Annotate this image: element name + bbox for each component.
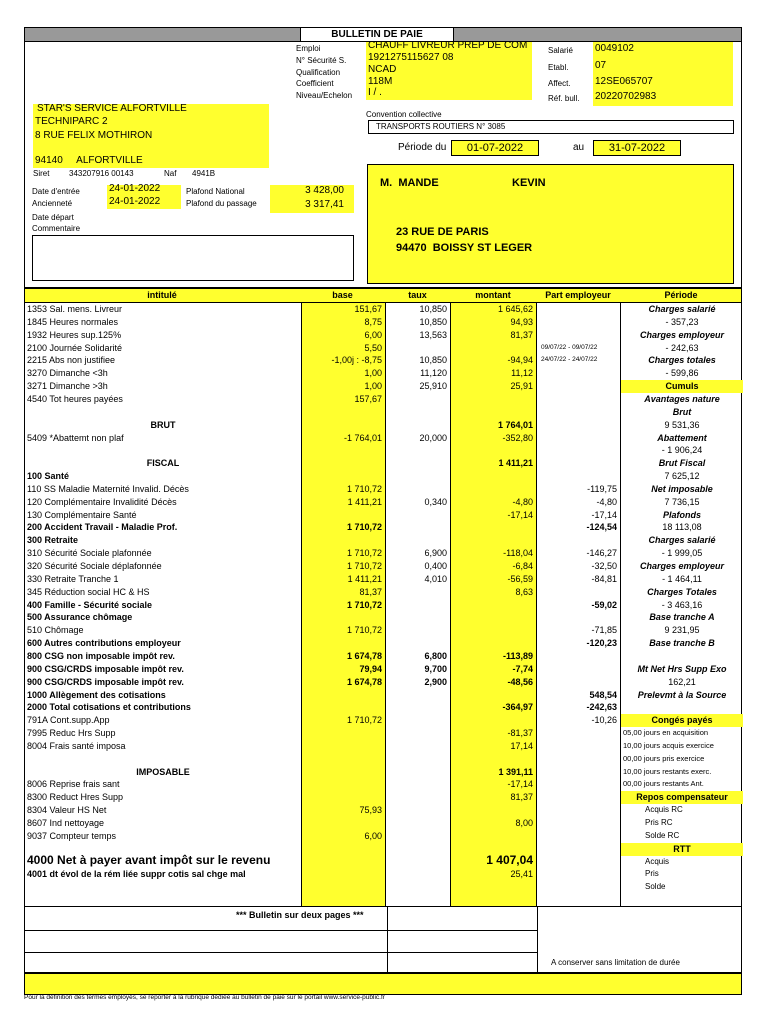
- col-intitule-header: intitulé: [147, 290, 177, 300]
- line-base: 1 710,72: [346, 548, 382, 559]
- line-taux: 10,850: [419, 355, 447, 366]
- table-row: [25, 778, 621, 791]
- line-label: 310 Sécurité Sociale plafonnée: [27, 548, 152, 559]
- line-label: 2215 Abs non justifiee: [27, 355, 116, 366]
- col-part-header: Part employeur: [545, 290, 611, 300]
- affect-value: 12SE065707: [595, 76, 653, 87]
- line-taux: 6,900: [424, 548, 447, 559]
- anc-label: Ancienneté: [32, 199, 73, 208]
- line-label: BRUT: [150, 419, 176, 430]
- line-part: -242,63: [586, 702, 617, 713]
- line-base: 79,94: [359, 663, 382, 674]
- line-taux: 13,563: [419, 329, 447, 340]
- cumul-value: 7 625,12: [664, 471, 700, 482]
- line-label: 8304 Valeur HS Net: [27, 805, 107, 816]
- line-base: 6,00: [364, 329, 382, 340]
- line-base: 75,93: [359, 805, 382, 816]
- line-label: 120 Complémentaire Invalidité Décès: [27, 496, 177, 507]
- col-taux-header: taux: [408, 290, 427, 300]
- rtt-header: RTT: [621, 843, 743, 856]
- line-montant: -7,74: [512, 663, 533, 674]
- line-label: 100 Santé: [27, 471, 70, 482]
- line-taux: 0,400: [424, 561, 447, 571]
- line-montant: 11,12: [511, 368, 533, 379]
- line-label: 200 Accident Travail - Maladie Prof.: [27, 522, 178, 533]
- employee-city: 94470 BOISSY ST LEGER: [396, 242, 533, 254]
- line-label: 600 Autres contributions employeur: [27, 638, 181, 649]
- employee-addr: 23 RUE DE PARIS: [396, 226, 489, 238]
- line-label: 3271 Dimanche >3h: [27, 381, 108, 392]
- line-base: 8,75: [364, 316, 382, 327]
- line-label: 345 Réduction social HC & HS: [27, 586, 150, 597]
- line-base: 1 710,72: [346, 483, 382, 494]
- table-row: [25, 560, 621, 573]
- table-row: [25, 303, 621, 316]
- qualif-label: Qualification: [296, 68, 341, 77]
- line-base: 1 674,78: [346, 676, 382, 687]
- line-base: -1,00j : -8,75: [331, 355, 382, 366]
- net-evol-value: 25,41: [510, 869, 533, 879]
- table-row: [25, 611, 621, 624]
- table-row: [25, 637, 621, 650]
- conges-header: Congés payés: [621, 714, 743, 727]
- line-label: 1353 Sal. mens. Livreur: [27, 304, 123, 314]
- comment-box: [32, 235, 354, 281]
- line-label: 3270 Dimanche <3h: [27, 368, 108, 379]
- ref-label: Réf. bull.: [548, 94, 580, 103]
- table-row: [25, 714, 621, 727]
- qualif-value: NCAD: [368, 64, 397, 75]
- line-label: 2000 Total cotisations et contributions: [27, 702, 191, 713]
- table-row: [25, 753, 621, 766]
- coef-label: Coefficient: [296, 79, 334, 88]
- line-label: 4540 Tot heures payées: [27, 393, 123, 404]
- table-row: [25, 830, 621, 843]
- table-row: [25, 689, 621, 702]
- line-base: 1,00: [364, 368, 382, 379]
- table-row: [25, 419, 621, 432]
- line-base: 157,67: [354, 393, 382, 404]
- table-row: [25, 393, 621, 406]
- line-base: 1 411,21: [347, 573, 382, 584]
- table-row: [25, 329, 621, 342]
- cumul-value: 162,21: [668, 676, 696, 687]
- cumul-label: Net imposable: [651, 483, 713, 494]
- conges-item: 10,00 jours restants exerc.: [623, 766, 712, 776]
- line-taux: 10,850: [419, 304, 447, 314]
- table-row: [25, 599, 621, 612]
- table-row: [25, 457, 621, 470]
- line-label: 1845 Heures normales: [27, 316, 119, 327]
- entree-value: 24-01-2022: [109, 183, 161, 194]
- line-montant: 8,00: [515, 818, 533, 828]
- line-taux: 20,000: [419, 432, 447, 443]
- lines-container: [25, 303, 621, 863]
- rtt-item: Solde: [645, 882, 666, 892]
- footer-divider-h1: [24, 930, 537, 931]
- table-row: [25, 367, 621, 380]
- cumul-value: 7 736,15: [664, 496, 700, 507]
- line-label: 500 Assurance chômage: [27, 612, 133, 623]
- line-base: 1,00: [364, 381, 382, 392]
- line-montant: 1 391,11: [498, 766, 533, 777]
- pn-value: 3 428,00: [305, 185, 344, 196]
- col-montant-header: montant: [475, 290, 511, 300]
- line-base: -1 764,01: [343, 432, 382, 443]
- pp-label: Plafond du passage: [186, 199, 257, 208]
- line-base: 151,67: [354, 304, 382, 314]
- line-label: 400 Famille - Sécurité sociale: [27, 599, 153, 610]
- net-label: 4000 Net à payer avant impôt sur le revenu: [27, 853, 271, 867]
- cumuls-header: Cumuls: [621, 380, 743, 393]
- table-row: [25, 727, 621, 740]
- cumul-label: Abattement: [657, 432, 707, 443]
- conges-item: 05,00 jours en acquisition: [623, 728, 709, 738]
- conges-item: 00,00 jours restants Ant.: [623, 779, 704, 789]
- cumul-label: Brut: [672, 406, 692, 417]
- line-label: 300 Retraite: [27, 535, 79, 546]
- repos-item: Solde RC: [645, 830, 680, 840]
- line-label: 1000 Allègement des cotisations: [27, 689, 166, 700]
- line-montant: -17,14: [507, 779, 533, 790]
- cumul-value: [621, 650, 743, 663]
- periode-value: - 242,63: [665, 342, 699, 353]
- rtt-item: Acquis: [645, 856, 670, 866]
- repos-header: Repos compensateur: [621, 791, 743, 804]
- periode-label: Charges totales: [648, 355, 716, 366]
- line-label: 9037 Compteur temps: [27, 830, 117, 841]
- line-label: 8004 Frais santé imposa: [27, 740, 126, 751]
- line-part: -10,26: [591, 715, 617, 726]
- periode-du-value: 01-07-2022: [451, 140, 539, 156]
- line-part: -59,02: [591, 599, 617, 610]
- rtt-item: Pris: [645, 869, 659, 879]
- cumul-label: Plafonds: [662, 509, 701, 520]
- footer-legal-note: Pour la définition des termes employés, se reporter à la rubrique dédiée au bulletin de paie sur le portail www.service-public.fr: [24, 994, 385, 1001]
- conserver-note: A conserver sans limitation de durée: [551, 958, 680, 967]
- line-montant: -113,89: [502, 650, 533, 661]
- line-part: -124,54: [586, 522, 617, 533]
- table-row: [25, 534, 621, 547]
- line-part: 548,54: [589, 689, 617, 700]
- periode-label: Charges salarié: [648, 304, 716, 314]
- line-montant: -364,97: [502, 702, 533, 713]
- line-montant: 17,14: [510, 740, 533, 751]
- employer-name: STAR'S SERVICE ALFORTVILLE: [37, 103, 187, 114]
- affect-label: Affect.: [548, 79, 571, 88]
- table-row: [25, 624, 621, 637]
- table-row: [25, 650, 621, 663]
- naf-label: Naf: [164, 169, 177, 178]
- line-label: 900 CSG/CRDS imposable impôt rev.: [27, 676, 184, 687]
- depart-label: Date départ: [32, 213, 74, 222]
- siret-label: Siret: [33, 169, 50, 178]
- col-periode-header: Période: [664, 290, 698, 300]
- secu-value: 1921275115627 08: [368, 52, 454, 63]
- line-base: 6,00: [364, 830, 382, 841]
- periode-column: [621, 303, 743, 907]
- line-part: -17,14: [591, 509, 617, 520]
- employee-firstname: KEVIN: [512, 177, 546, 189]
- table-body: [24, 303, 742, 907]
- table-row: [25, 766, 621, 779]
- emploi-label: Emploi: [296, 44, 321, 53]
- line-part: -32,50: [591, 561, 617, 571]
- table-row: [25, 740, 621, 753]
- cumul-label: Brut Fiscal: [658, 458, 706, 469]
- line-label: 791A Cont.supp.App: [27, 715, 110, 726]
- employee-name: M. MANDE: [380, 177, 439, 189]
- table-row: [25, 701, 621, 714]
- line-montant: -94,94: [507, 355, 533, 366]
- cumul-value: - 1 464,11: [662, 573, 702, 584]
- line-part: -120,23: [586, 638, 617, 649]
- employer-addr2: 8 RUE FELIX MOTHIRON: [35, 130, 153, 141]
- cumul-label: Charges employeur: [639, 561, 725, 571]
- line-part: -146,27: [586, 548, 617, 559]
- table-row: [25, 817, 621, 830]
- footer-divider-v2: [537, 907, 538, 973]
- line-montant: -6,84: [512, 561, 533, 571]
- employer-addr1: TECHNIPARC 2: [35, 116, 108, 127]
- cumul-value: - 1 999,05: [661, 548, 703, 559]
- table-row: [25, 663, 621, 676]
- ref-value: 20220702983: [595, 91, 657, 102]
- line-montant: -352,80: [502, 432, 533, 443]
- table-row: [25, 316, 621, 329]
- coef-value: 118M: [368, 76, 393, 87]
- cumul-value: 18 113,08: [662, 522, 702, 533]
- etabl-value: 07: [595, 60, 607, 71]
- line-montant: 1 764,01: [497, 419, 533, 430]
- line-montant: 81,37: [510, 329, 533, 340]
- line-label: 900 CSG/CRDS imposable impôt rev.: [27, 663, 184, 674]
- table-row: [25, 586, 621, 599]
- line-taux: 10,850: [419, 316, 447, 327]
- line-label: 110 SS Maladie Maternité Invalid. Décès: [27, 483, 189, 494]
- line-base: 1 710,72: [346, 599, 382, 610]
- repos-item: Pris RC: [645, 818, 673, 827]
- table-row: [25, 521, 621, 534]
- convention-value: TRANSPORTS ROUTIERS N° 3085: [376, 122, 506, 131]
- table-row: [25, 573, 621, 586]
- comment-label: Commentaire: [32, 224, 81, 233]
- line-taux: 25,910: [419, 381, 447, 392]
- line-label: 510 Chômage: [27, 625, 84, 636]
- net-value: 1 407,04: [486, 853, 533, 867]
- secu-label: N° Sécurité S.: [296, 56, 347, 65]
- periode-du-label: Période du: [398, 142, 447, 153]
- table-row: [25, 380, 621, 393]
- conges-item: 00,00 jours pris exercice: [623, 753, 705, 763]
- cumul-label: Avantages nature: [644, 393, 720, 404]
- line-part: -4,80: [596, 496, 617, 507]
- line-montant: -118,04: [503, 548, 533, 559]
- table-row: [25, 406, 621, 419]
- naf-value: 4941B: [192, 169, 216, 178]
- table-row: [25, 444, 621, 457]
- repos-item: Acquis RC: [645, 805, 683, 815]
- line-montant: 8,63: [515, 586, 533, 597]
- cumul-value: - 3 463,16: [661, 599, 703, 610]
- line-part: -71,85: [591, 625, 617, 636]
- line-base: 5,50: [364, 342, 382, 353]
- line-montant: -17,14: [507, 509, 533, 520]
- cumul-value: - 1 906,24: [661, 445, 703, 456]
- line-base: 1 710,72: [346, 561, 382, 571]
- pp-value: 3 317,41: [305, 199, 344, 210]
- line-montant: -4,80: [512, 496, 533, 507]
- footer-divider-h2: [24, 952, 537, 953]
- cumul-label: Mt Net Hrs Supp Exo: [637, 663, 727, 674]
- periode-au-value: 31-07-2022: [593, 140, 681, 156]
- line-label: 8300 Reduct Hres Supp: [27, 792, 124, 803]
- line-taux: 11,120: [420, 368, 447, 379]
- line-label: 320 Sécurité Sociale déplafonnée: [27, 561, 162, 571]
- line-base: 1 710,72: [346, 522, 382, 533]
- line-label: 1932 Heures sup.125%: [27, 329, 122, 340]
- periode-value: - 357,23: [665, 316, 699, 327]
- niveau-value: I / .: [368, 87, 382, 98]
- line-taux: 0,340: [424, 496, 447, 507]
- line-label: 800 CSG non imposable impôt rev.: [27, 650, 175, 661]
- table-row: [25, 470, 621, 483]
- line-base: 1 710,72: [346, 715, 382, 726]
- table-row: [25, 354, 621, 367]
- table-row: [25, 432, 621, 445]
- table-row: [25, 791, 621, 804]
- cumul-label: Charges salarié: [648, 535, 716, 546]
- table-row: [25, 483, 621, 496]
- net-evol-label: 4001 dt évol de la rém liée suppr cotis sal chge mal: [27, 869, 246, 879]
- table-row: [25, 342, 621, 355]
- col-base-header: base: [332, 290, 353, 300]
- line-montant: -56,59: [507, 573, 533, 584]
- line-montant: 94,93: [510, 316, 533, 327]
- line-label: FISCAL: [146, 458, 180, 469]
- emploi-value: CHAUFF LIVREUR PREP DE COM: [368, 40, 528, 51]
- line-montant: 1 411,21: [498, 458, 533, 469]
- entree-label: Date d'entrée: [32, 187, 80, 196]
- line-montant: 81,37: [510, 792, 533, 803]
- footer-divider-v1: [387, 907, 388, 973]
- line-montant: 1 645,62: [497, 304, 533, 314]
- convention-label: Convention collective: [366, 110, 442, 119]
- table-row: [25, 676, 621, 689]
- anc-value: 24-01-2022: [109, 196, 161, 207]
- cumul-value: 9 531,36: [664, 419, 700, 430]
- line-taux: 9,700: [424, 663, 447, 674]
- niveau-label: Niveau/Echelon: [296, 91, 353, 100]
- salarie-value: 0049102: [595, 43, 634, 54]
- line-label: 7995 Reduc Hrs Supp: [27, 728, 116, 739]
- periode-label: Charges employeur: [639, 329, 725, 340]
- line-part: -84,81: [591, 573, 617, 584]
- line-taux: 6,800: [424, 650, 447, 661]
- periode-au-label: au: [573, 142, 585, 153]
- etabl-label: Etabl.: [548, 63, 569, 72]
- conges-item: 10,00 jours acquis exercice: [623, 740, 714, 750]
- pn-label: Plafond National: [186, 187, 245, 196]
- line-taux: 2,900: [424, 676, 447, 687]
- line-montant: -48,56: [507, 676, 533, 687]
- line-base: 81,37: [359, 586, 382, 597]
- line-montant: 25,91: [510, 381, 533, 392]
- table-row: [25, 496, 621, 509]
- salarie-label: Salarié: [548, 46, 573, 55]
- cumul-label: Base tranche A: [649, 612, 715, 623]
- table-row: [25, 509, 621, 522]
- line-label: 8607 Ind nettoyage: [27, 818, 105, 828]
- employer-city: 94140 ALFORTVILLE: [35, 155, 143, 166]
- line-label: IMPOSABLE: [136, 766, 190, 777]
- line-label: 5409 *Abattemt non plaf: [27, 432, 124, 443]
- line-label: 330 Retraite Tranche 1: [27, 573, 119, 584]
- cumul-label: Base tranche B: [649, 638, 715, 649]
- cumul-label: Charges Totales: [647, 586, 717, 597]
- line-part: -119,75: [587, 483, 617, 494]
- periode-value: - 599,86: [665, 368, 699, 379]
- line-base: 1 411,21: [347, 496, 382, 507]
- cumul-label: Prelevmt à la Source: [637, 689, 727, 700]
- line-montant: -81,37: [507, 728, 533, 739]
- line-label: 130 Complémentaire Santé: [27, 509, 137, 520]
- line-taux: 4,010: [424, 573, 447, 584]
- cumul-value: [621, 701, 743, 714]
- line-label: 8006 Reprise frais sant: [27, 779, 120, 790]
- line-part: 24/07/22 - 24/07/22: [541, 356, 598, 364]
- line-base: 1 710,72: [346, 625, 382, 636]
- line-label: 2100 Journée Solidarité: [27, 342, 123, 353]
- table-row: [25, 547, 621, 560]
- line-base: 1 674,78: [346, 650, 382, 661]
- table-row: [25, 804, 621, 817]
- cumul-value: 9 231,95: [664, 625, 700, 636]
- pages-note: *** Bulletin sur deux pages ***: [236, 910, 364, 920]
- siret-value: 343207916 00143: [69, 169, 134, 178]
- line-part: 09/07/22 - 09/07/22: [541, 343, 598, 351]
- page-title: BULLETIN DE PAIE: [300, 27, 454, 42]
